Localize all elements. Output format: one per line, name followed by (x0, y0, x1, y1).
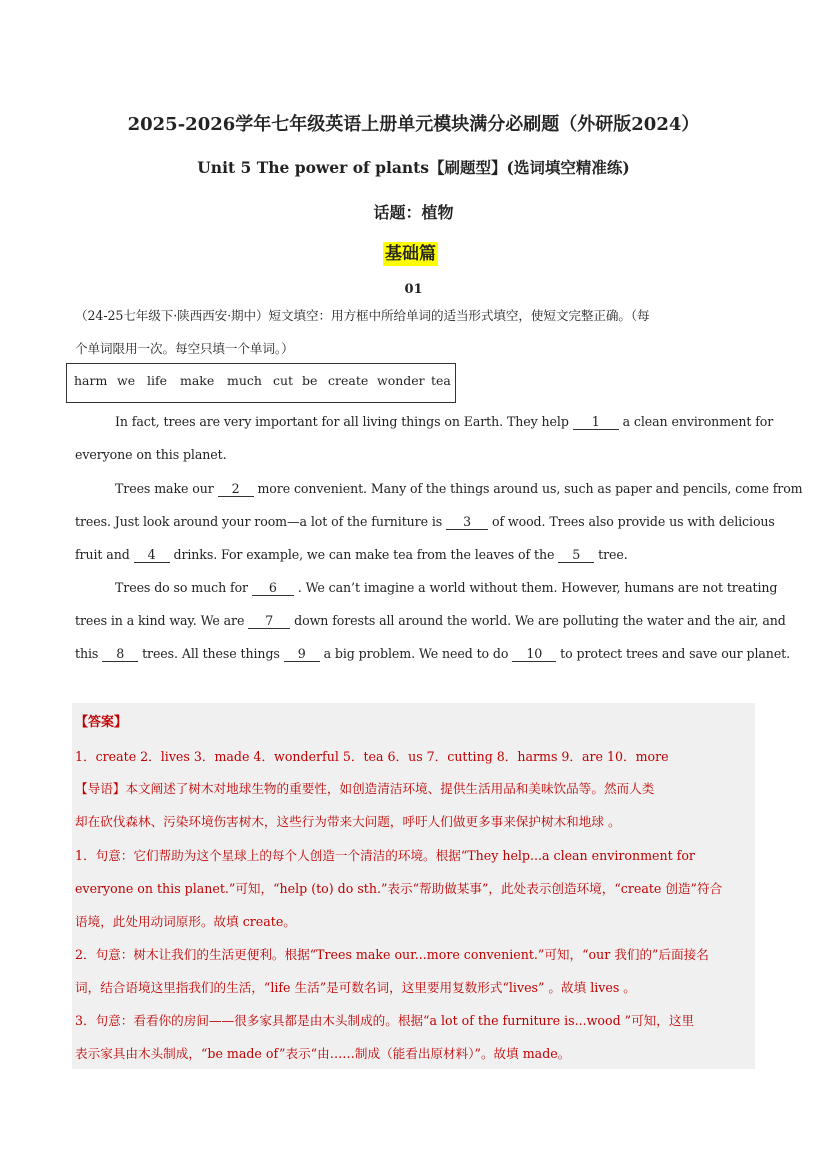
word-item: we (117, 373, 136, 388)
passage-text: trees. All these things (142, 646, 280, 661)
blank-4[interactable]: 4 (134, 548, 170, 563)
passage-text: Trees make our (115, 481, 214, 496)
word-item: be (302, 373, 318, 388)
word-item: life (147, 373, 168, 388)
passage-text: In fact, trees are very important for all living things on Earth. They help (115, 414, 569, 429)
explanation-line: 语境，此处用动词原形。故填 create。 (75, 914, 296, 929)
blank-5[interactable]: 5 (558, 548, 594, 563)
passage-text: tree. (598, 547, 628, 562)
blank-2[interactable]: 2 (218, 482, 254, 497)
guide-line-2: 却在砍伐森林、污染环境伤害树木，这些行为带来大问题，呼吁人们做更多事来保护树木和地球 。 (75, 814, 621, 829)
blank-3[interactable]: 3 (446, 515, 488, 530)
answer-heading: 【答案】 (75, 715, 128, 730)
blank-10[interactable]: 10 (512, 647, 556, 662)
blank-6[interactable]: 6 (252, 581, 294, 596)
question-number: 01 (404, 282, 423, 297)
passage-line: everyone on this planet. (75, 447, 227, 462)
instructions-line-1: （24-25七年级下·陕西西安·期中）短文填空：用方框中所给单词的适当形式填空，使短文完整正确。（每 (75, 308, 650, 323)
passage-text: down forests all around the world. We are polluting the water and the air, and (294, 613, 786, 628)
word-item: cut (273, 373, 294, 388)
explanation-line: 2．句意：树木让我们的生活更便利。根据“Trees make our...more convenient.”可知，“our 我们的”后面接名 (75, 947, 709, 962)
passage-text: trees in a kind way. We are (75, 613, 245, 628)
instructions-line-2: 个单词限用一次。每空只填一个单词。） (75, 341, 294, 356)
unit-subtitle: Unit 5 The power of plants【刷题型】(选词填空精准练) (197, 158, 630, 177)
word-item: harm (74, 373, 108, 388)
page-title: 2025-2026学年七年级英语上册单元模块满分必刷题（外研版2024） (127, 114, 700, 135)
passage-text: this (75, 646, 99, 661)
passage-line (75, 646, 790, 662)
blank-8[interactable]: 8 (102, 647, 138, 662)
explanation-line: 词，结合语境这里指我们的生活，“life 生活”是可数名词，这里要用复数形式“lives” 。故填 lives 。 (75, 980, 636, 995)
passage-text: fruit and (75, 547, 130, 562)
section-label: 基础篇 (385, 244, 436, 264)
passage-text: . We can’t imagine a world without them. However, humans are not treating (297, 580, 778, 595)
passage-text: more convenient. Many of the things around us, such as paper and pencils, come from (257, 481, 803, 496)
passage-text: drinks. For example, we can make tea from the leaves of the (173, 547, 555, 562)
blank-1[interactable]: 1 (573, 415, 619, 430)
explanation-line: everyone on this planet.”可知，“help (to) do sth.”表示“帮助做某事”，此处表示创造环境，“create 创造”符合 (75, 881, 723, 896)
passage-text: Trees do so much for (115, 580, 248, 595)
passage-text: of wood. Trees also provide us with delicious (491, 514, 775, 529)
word-item: make (180, 373, 215, 388)
passage-text: to protect trees and save our planet. (560, 646, 791, 661)
passage-line (75, 613, 786, 629)
answer-list: 1．create 2．lives 3．made 4．wonderful 5．tea 6．us 7．cutting 8．harms 9．are 10．more (75, 749, 669, 764)
passage-line (75, 514, 775, 530)
word-item: create (328, 373, 369, 388)
passage-text: a clean environment for (622, 414, 774, 429)
word-box (66, 363, 456, 403)
passage-line (115, 580, 777, 596)
passage-text: a big problem. We need to do (323, 646, 509, 661)
passage-text: trees. Just look around your room—a lot of the furniture is (75, 514, 443, 529)
word-item: much (227, 373, 262, 388)
passage-line (115, 414, 773, 430)
topic-heading: 话题：植物 (373, 203, 454, 222)
word-item: tea (431, 373, 451, 388)
guide-line-1: 【导语】本文阐述了树木对地球生物的重要性，如创造清洁环境、提供生活用品和美味饮品等。然而人类 (75, 781, 655, 796)
explanation-line: 1．句意：它们帮助为这个星球上的每个人创造一个清洁的环境。根据“They help...a clean environment for (75, 848, 695, 863)
blank-7[interactable]: 7 (248, 614, 290, 629)
passage-line (75, 547, 628, 563)
word-item: wonder (377, 373, 425, 388)
explanation-line: 表示家具由木头制成，“be made of”表示“由……制成（能看出原材料）”。故填 made。 (75, 1046, 571, 1061)
passage-line (115, 481, 803, 497)
explanation-line: 3．句意：看看你的房间——很多家具都是由木头制成的。根据“a lot of the furniture is...wood ”可知，这里 (75, 1013, 695, 1028)
blank-9[interactable]: 9 (284, 647, 320, 662)
